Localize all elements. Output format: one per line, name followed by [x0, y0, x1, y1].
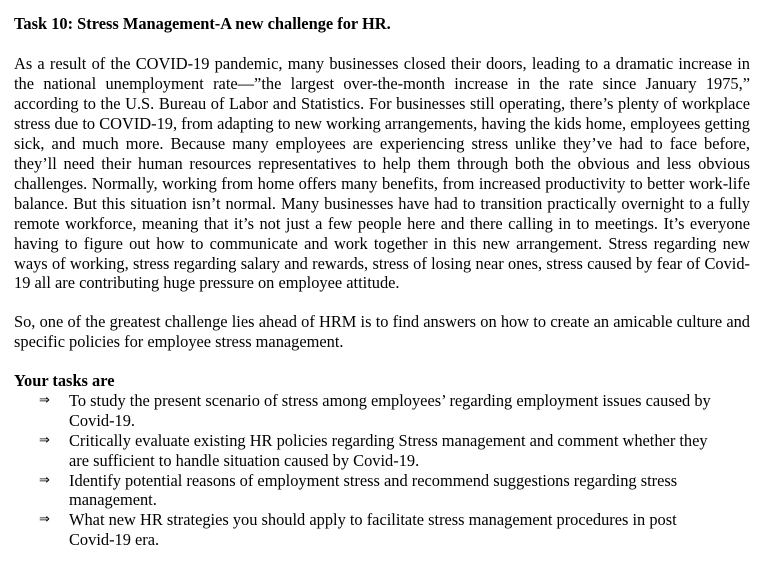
- task-item-identify-reasons: [14, 471, 722, 511]
- intro-paragraph: As a result of the COVID-19 pandemic, many businesses closed their doors, leading to a dramatic increase in the national unemployment rate—”the largest over-the-month increase in the rate since January 1975,” according to the U.S. Bureau of Labor and Statistics. For businesses still operating, there’s plenty of workplace stress due to COVID-19, from adapting to new working arrangements, having the kids home, employees getting sick, and much more. Because many employees are experiencing stress unlike they’ve had to face before, they’ll need their human resources representatives to help them through both the obvious and less obvious challenges. Normally, working from home offers many benefits, from increased productivity to better work-life balance. But this situation isn’t normal. Many businesses have had to transition practically overnight to a fully remote workforce, meaning that it’s not just a few people here and there calling in to meetings. It’s everyone having to figure out how to communicate and work together in this new arrangement. Stress regarding new ways of working, stress regarding salary and rewards, stress of losing near ones, stress caused by fear of Covid-19 all are contributing huge pressure on employee attitude.: [14, 54, 750, 293]
- task-text: Identify potential reasons of employment stress and recommend suggestions regarding stress management.: [69, 470, 678, 510]
- double-arrow-icon: ⇒: [39, 512, 50, 528]
- task-text: What new HR strategies you should apply to facilitate stress management procedures in post Covid-19 era.: [69, 510, 677, 549]
- task-item-new-strategies: [14, 510, 710, 550]
- task-text: Critically evaluate existing HR policies regarding Stress management and comment whether they are sufficient to handle situation caused by Covid-19.: [69, 430, 708, 470]
- double-arrow-icon: ⇒: [39, 432, 50, 448]
- double-arrow-icon: ⇒: [39, 472, 50, 488]
- task-item-study-scenario: [14, 391, 720, 431]
- task-list: [14, 391, 750, 549]
- task-item-evaluate-policies: [14, 431, 722, 471]
- double-arrow-icon: ⇒: [39, 393, 50, 409]
- tasks-heading: Your tasks are: [14, 371, 115, 391]
- task-text: To study the present scenario of stress among employees’ regarding employment issues caused by Covid-19.: [69, 391, 711, 431]
- document-page: [14, 14, 750, 550]
- challenge-paragraph: So, one of the greatest challenge lies ahead of HRM is to find answers on how to create an amicable culture and specific policies for employee stress management.: [14, 312, 750, 352]
- document-title: Task 10: Stress Management-A new challenge for HR.: [14, 14, 391, 33]
